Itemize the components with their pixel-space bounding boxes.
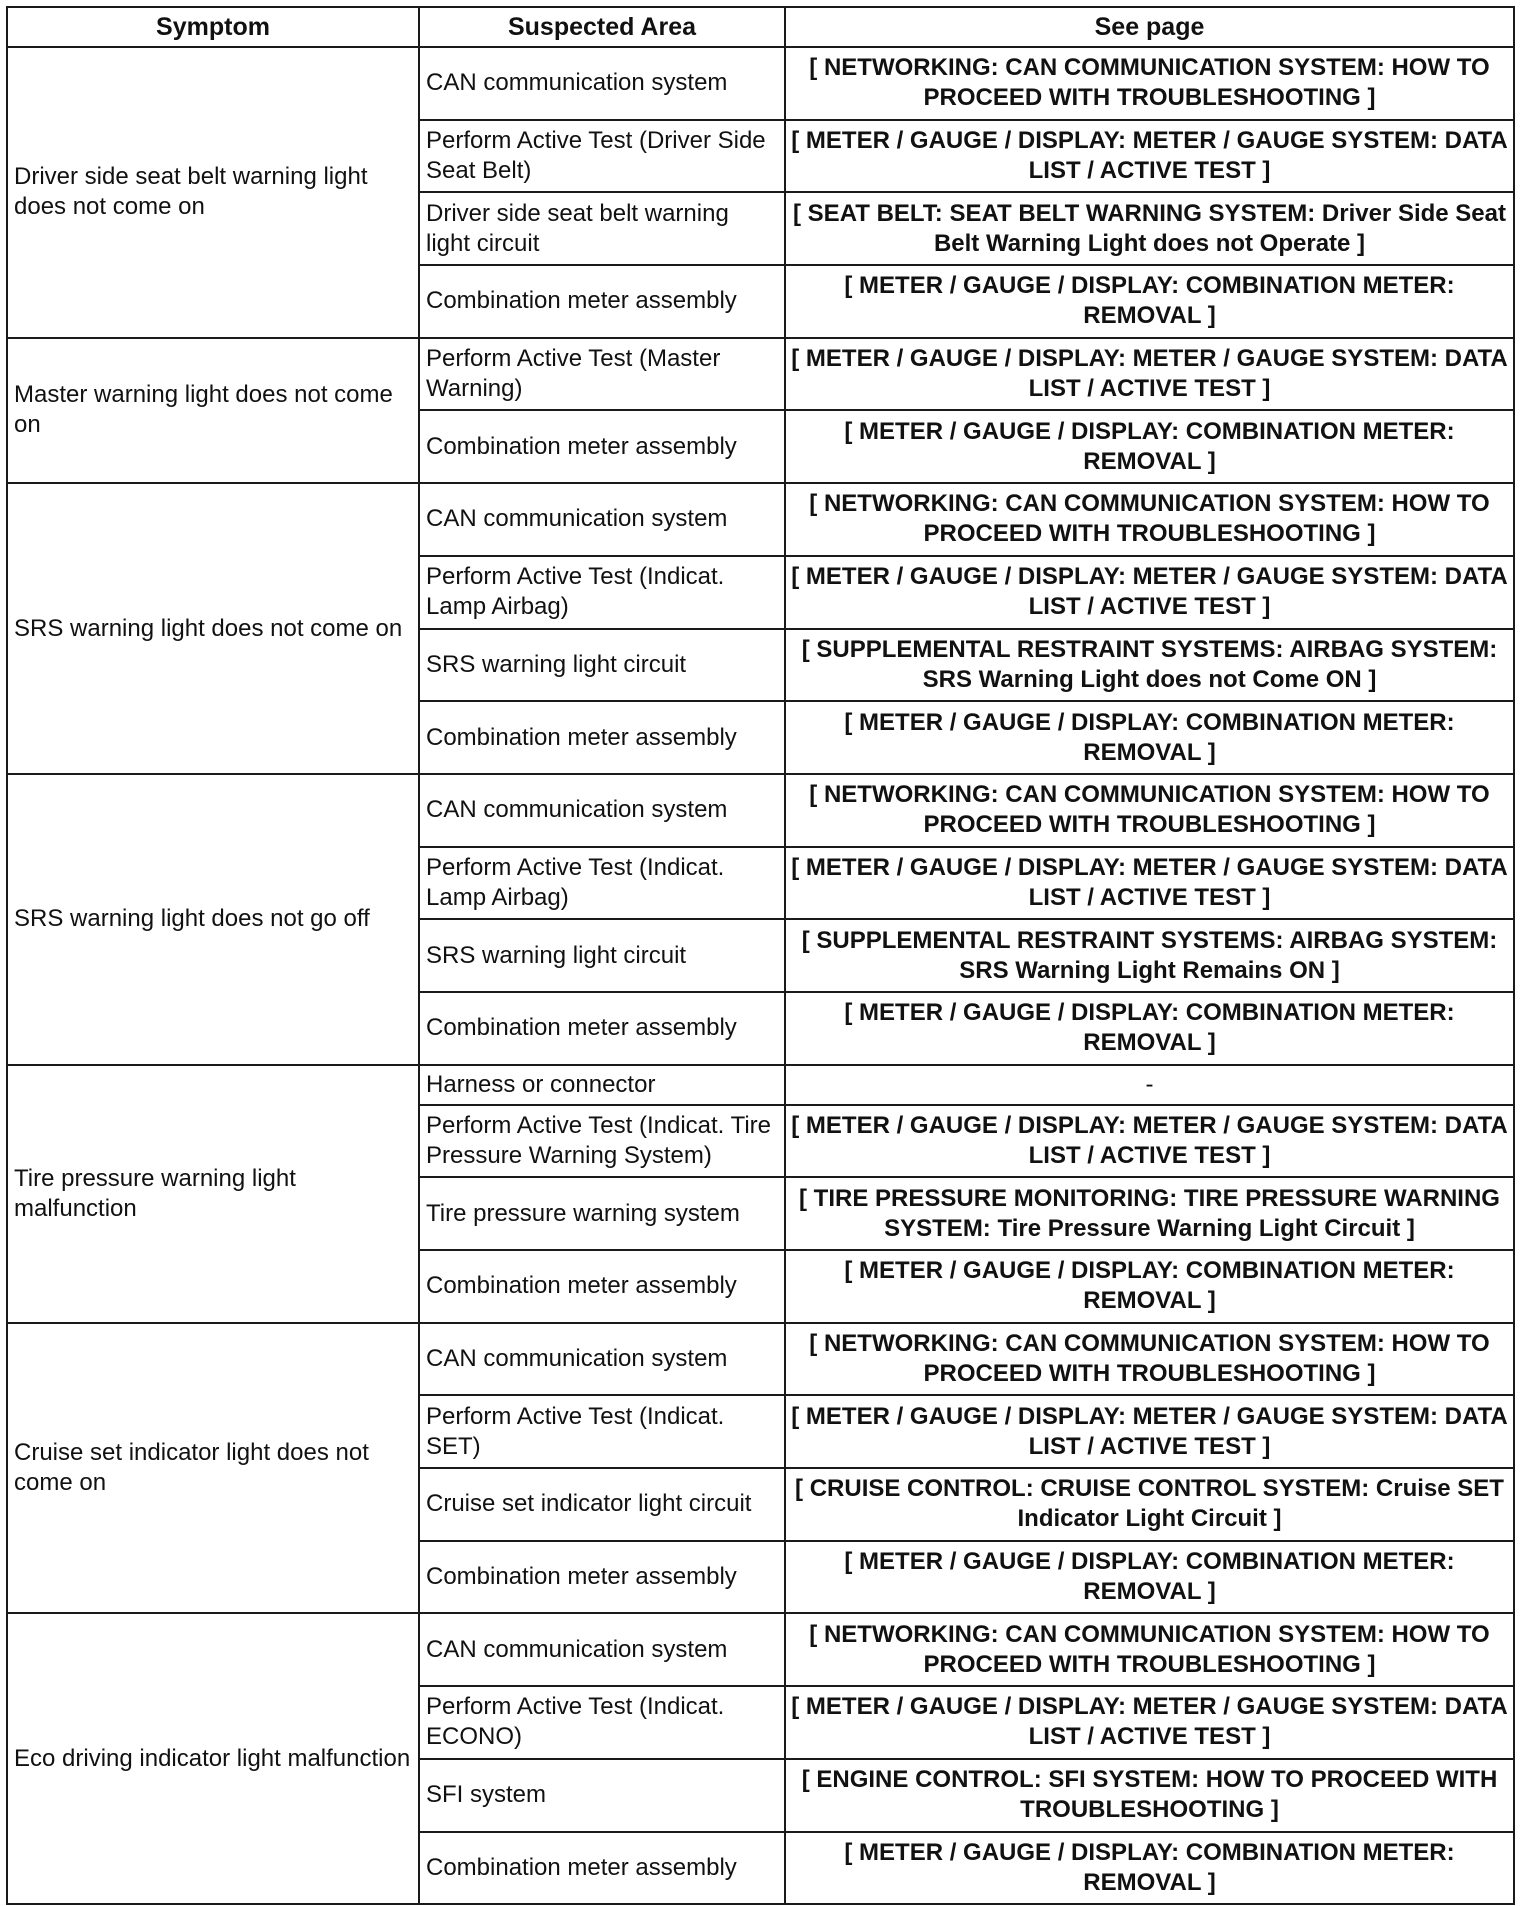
see-page-link[interactable]: [ ENGINE CONTROL: SFI SYSTEM: HOW TO PROCEED WITH TROUBLESHOOTING ] xyxy=(785,1759,1514,1832)
see-page-link[interactable]: [ SUPPLEMENTAL RESTRAINT SYSTEMS: AIRBAG SYSTEM: SRS Warning Light Remains ON ] xyxy=(785,919,1514,992)
suspected-area-cell: Combination meter assembly xyxy=(419,410,785,483)
symptom-cell: Eco driving indicator light malfunction xyxy=(7,1613,419,1904)
symptom-cell: Tire pressure warning light malfunction xyxy=(7,1065,419,1323)
suspected-area-cell: SRS warning light circuit xyxy=(419,629,785,702)
see-page-link[interactable]: [ METER / GAUGE / DISPLAY: METER / GAUGE SYSTEM: DATA LIST / ACTIVE TEST ] xyxy=(785,1105,1514,1178)
suspected-area-cell: CAN communication system xyxy=(419,47,785,120)
see-page-link[interactable]: [ NETWORKING: CAN COMMUNICATION SYSTEM: HOW TO PROCEED WITH TROUBLESHOOTING ] xyxy=(785,483,1514,556)
suspected-area-cell: Perform Active Test (Indicat. ECONO) xyxy=(419,1686,785,1759)
see-page-link[interactable]: [ METER / GAUGE / DISPLAY: COMBINATION METER: REMOVAL ] xyxy=(785,701,1514,774)
header-see-page: See page xyxy=(785,7,1514,47)
suspected-area-cell: CAN communication system xyxy=(419,483,785,556)
suspected-area-cell: Perform Active Test (Indicat. SET) xyxy=(419,1395,785,1468)
suspected-area-cell: Driver side seat belt warning light circuit xyxy=(419,192,785,265)
suspected-area-cell: Perform Active Test (Driver Side Seat Belt) xyxy=(419,120,785,193)
suspected-area-cell: CAN communication system xyxy=(419,1613,785,1686)
see-page-link[interactable]: [ METER / GAUGE / DISPLAY: COMBINATION METER: REMOVAL ] xyxy=(785,1250,1514,1323)
suspected-area-cell: Perform Active Test (Indicat. Lamp Airbag) xyxy=(419,847,785,920)
suspected-area-cell: Combination meter assembly xyxy=(419,1541,785,1614)
see-page-link[interactable]: [ METER / GAUGE / DISPLAY: COMBINATION METER: REMOVAL ] xyxy=(785,410,1514,483)
table-row xyxy=(7,1613,1514,1686)
symptom-cell: Master warning light does not come on xyxy=(7,338,419,483)
symptom-cell: Cruise set indicator light does not come on xyxy=(7,1323,419,1614)
table-row xyxy=(7,774,1514,847)
troubleshooting-table-wrapper xyxy=(6,6,1513,1905)
table-row xyxy=(7,483,1514,556)
see-page-link[interactable]: [ CRUISE CONTROL: CRUISE CONTROL SYSTEM: Cruise SET Indicator Light Circuit ] xyxy=(785,1468,1514,1541)
suspected-area-cell: Perform Active Test (Indicat. Tire Pressure Warning System) xyxy=(419,1105,785,1178)
header-row xyxy=(7,7,1514,47)
suspected-area-cell: SFI system xyxy=(419,1759,785,1832)
see-page-link[interactable]: [ NETWORKING: CAN COMMUNICATION SYSTEM: HOW TO PROCEED WITH TROUBLESHOOTING ] xyxy=(785,1323,1514,1396)
table-row xyxy=(7,338,1514,411)
see-page-link[interactable]: [ METER / GAUGE / DISPLAY: METER / GAUGE SYSTEM: DATA LIST / ACTIVE TEST ] xyxy=(785,1395,1514,1468)
see-page-link[interactable]: [ METER / GAUGE / DISPLAY: COMBINATION METER: REMOVAL ] xyxy=(785,265,1514,338)
suspected-area-cell: Cruise set indicator light circuit xyxy=(419,1468,785,1541)
table-row xyxy=(7,47,1514,120)
see-page-link[interactable]: [ TIRE PRESSURE MONITORING: TIRE PRESSURE WARNING SYSTEM: Tire Pressure Warning Light Circuit ] xyxy=(785,1177,1514,1250)
suspected-area-cell: Perform Active Test (Master Warning) xyxy=(419,338,785,411)
symptom-table xyxy=(6,6,1515,1905)
suspected-area-cell: CAN communication system xyxy=(419,774,785,847)
see-page-link[interactable]: [ NETWORKING: CAN COMMUNICATION SYSTEM: HOW TO PROCEED WITH TROUBLESHOOTING ] xyxy=(785,1613,1514,1686)
table-row xyxy=(7,1323,1514,1396)
see-page-link[interactable]: [ METER / GAUGE / DISPLAY: METER / GAUGE SYSTEM: DATA LIST / ACTIVE TEST ] xyxy=(785,847,1514,920)
see-page-link[interactable]: [ SEAT BELT: SEAT BELT WARNING SYSTEM: Driver Side Seat Belt Warning Light does not Operate ] xyxy=(785,192,1514,265)
suspected-area-cell: Perform Active Test (Indicat. Lamp Airbag) xyxy=(419,556,785,629)
see-page-empty: - xyxy=(785,1065,1514,1105)
suspected-area-cell: Combination meter assembly xyxy=(419,701,785,774)
see-page-link[interactable]: [ NETWORKING: CAN COMMUNICATION SYSTEM: HOW TO PROCEED WITH TROUBLESHOOTING ] xyxy=(785,774,1514,847)
suspected-area-cell: Combination meter assembly xyxy=(419,265,785,338)
see-page-link[interactable]: [ NETWORKING: CAN COMMUNICATION SYSTEM: HOW TO PROCEED WITH TROUBLESHOOTING ] xyxy=(785,47,1514,120)
header-symptom: Symptom xyxy=(7,7,419,47)
suspected-area-cell: Combination meter assembly xyxy=(419,1250,785,1323)
see-page-link[interactable]: [ METER / GAUGE / DISPLAY: COMBINATION METER: REMOVAL ] xyxy=(785,992,1514,1065)
see-page-link[interactable]: [ METER / GAUGE / DISPLAY: METER / GAUGE SYSTEM: DATA LIST / ACTIVE TEST ] xyxy=(785,556,1514,629)
suspected-area-cell: Harness or connector xyxy=(419,1065,785,1105)
header-suspected-area: Suspected Area xyxy=(419,7,785,47)
suspected-area-cell: Tire pressure warning system xyxy=(419,1177,785,1250)
see-page-link[interactable]: [ METER / GAUGE / DISPLAY: METER / GAUGE SYSTEM: DATA LIST / ACTIVE TEST ] xyxy=(785,1686,1514,1759)
see-page-link[interactable]: [ METER / GAUGE / DISPLAY: COMBINATION METER: REMOVAL ] xyxy=(785,1832,1514,1905)
suspected-area-cell: CAN communication system xyxy=(419,1323,785,1396)
table-row xyxy=(7,1065,1514,1105)
see-page-link[interactable]: [ METER / GAUGE / DISPLAY: COMBINATION METER: REMOVAL ] xyxy=(785,1541,1514,1614)
symptom-cell: SRS warning light does not come on xyxy=(7,483,419,774)
see-page-link[interactable]: [ METER / GAUGE / DISPLAY: METER / GAUGE SYSTEM: DATA LIST / ACTIVE TEST ] xyxy=(785,120,1514,193)
see-page-link[interactable]: [ SUPPLEMENTAL RESTRAINT SYSTEMS: AIRBAG SYSTEM: SRS Warning Light does not Come ON ] xyxy=(785,629,1514,702)
symptom-cell: Driver side seat belt warning light does not come on xyxy=(7,47,419,338)
suspected-area-cell: Combination meter assembly xyxy=(419,1832,785,1905)
symptom-cell: SRS warning light does not go off xyxy=(7,774,419,1065)
suspected-area-cell: SRS warning light circuit xyxy=(419,919,785,992)
suspected-area-cell: Combination meter assembly xyxy=(419,992,785,1065)
see-page-link[interactable]: [ METER / GAUGE / DISPLAY: METER / GAUGE SYSTEM: DATA LIST / ACTIVE TEST ] xyxy=(785,338,1514,411)
